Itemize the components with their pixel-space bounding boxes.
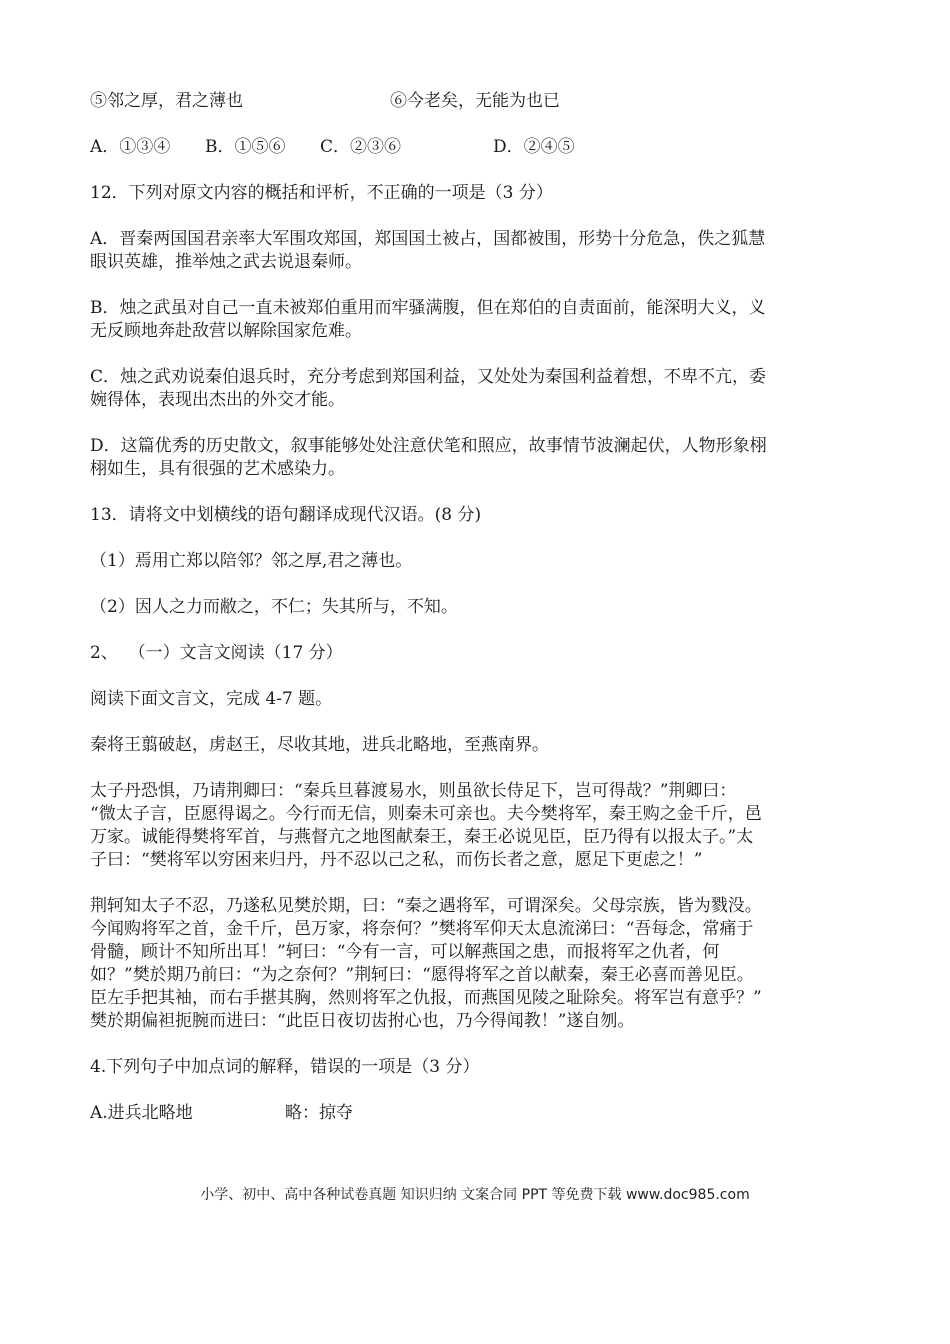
q12-option-b bbox=[90, 297, 880, 343]
passage-p3-line-4: 如？”樊於期乃前曰：“为之奈何？”荆轲曰：“愿得将军之首以献秦，秦王必喜而善见臣。 bbox=[90, 965, 754, 985]
q12-option-a bbox=[90, 228, 880, 274]
q13-item-1: （1）焉用亡郑以陪邻？邻之厚,君之薄也。 bbox=[90, 551, 413, 571]
q11-option-d: D．②④⑤ bbox=[493, 137, 575, 157]
passage-p2-line-1: 太子丹恐惧，乃请荆卿曰：“秦兵旦暮渡易水，则虽欲长侍足下，岂可得哉？”荆卿曰： bbox=[90, 781, 737, 801]
passage-p2-line-2: “微太子言，臣愿得谒之。今行而无信，则秦未可亲也。夫今樊将军，秦王购之金千斤，邑 bbox=[90, 804, 762, 824]
passage-paragraph-3 bbox=[90, 895, 880, 1033]
passage-p3-line-5: 臣左手把其袖，而右手揕其胸，然则将军之仇报，而燕国见陵之耻除矣。将军岂有意乎？” bbox=[90, 988, 762, 1008]
q12-option-d-line-2: 栩如生，具有很强的艺术感染力。 bbox=[90, 459, 345, 479]
document-page bbox=[90, 90, 880, 1125]
page-footer: 小学、初中、高中各种试卷真题 知识归纳 文案合同 PPT 等免费下载 www.doc985.com bbox=[200, 1187, 750, 1203]
q12-stem: 12．下列对原文内容的概括和评析，不正确的一项是（3 分） bbox=[90, 183, 553, 203]
q11-answer-options bbox=[90, 136, 880, 159]
passage-p3-line-6: 樊於期偏袒扼腕而进曰：“此臣日夜切齿拊心也，乃今得闻教！”遂自刎。 bbox=[90, 1011, 635, 1031]
q12-option-a-line-1: A．晋秦两国国君亲率大军围攻郑国，郑国国土被占，国都被围，形势十分危急，佚之狐慧 bbox=[90, 229, 766, 249]
passage-p2-line-4: 子曰：“樊将军以穷困来归丹，丹不忍以己之私，而伤长者之意，愿足下更虑之！” bbox=[90, 850, 703, 870]
passage-p3-line-1: 荆轲知太子不忍，乃遂私见樊於期，曰：“秦之遇将军，可谓深矣。父母宗族，皆为戮没。 bbox=[90, 896, 762, 916]
q12-option-b-line-1: B．烛之武虽对自己一直未被郑伯重用而牢骚满腹，但在郑伯的自责面前，能深明大义，义 bbox=[90, 298, 766, 318]
q4-option-a-gloss: 略：掠夺 bbox=[285, 1103, 353, 1123]
q12-option-d bbox=[90, 435, 880, 481]
q11-option-c: C．②③⑥ bbox=[320, 137, 402, 157]
q11-option-b: B．①⑤⑥ bbox=[205, 137, 286, 157]
passage-p3-line-3: 骨髓，顾计不知所出耳！”轲曰：“今有一言，可以解燕国之患，而报将军之仇者，何 bbox=[90, 942, 720, 962]
passage-p3-line-2: 今闻购将军之首，金千斤，邑万家，将奈何？”樊将军仰天太息流涕曰：“吾每念，常痛于 bbox=[90, 919, 754, 939]
q11-option-a: A．①③④ bbox=[90, 137, 171, 157]
q12-option-d-line-1: D．这篇优秀的历史散文，叙事能够处处注意伏笔和照应，故事情节波澜起伏，人物形象栩 bbox=[90, 436, 767, 456]
q13-item-2: （2）因人之力而敝之，不仁；失其所与，不知。 bbox=[90, 597, 458, 617]
q12-option-c bbox=[90, 366, 880, 412]
option-pair-line bbox=[90, 90, 880, 113]
q4-stem: 4.下列句子中加点词的解释，错误的一项是（3 分） bbox=[90, 1057, 480, 1077]
passage-paragraph-2 bbox=[90, 780, 880, 872]
q12-option-a-line-2: 眼识英雄，推举烛之武去说退秦师。 bbox=[90, 252, 362, 272]
q12-option-c-line-2: 婉得体，表现出杰出的外交才能。 bbox=[90, 390, 345, 410]
option-5: ⑤邻之厚，君之薄也 bbox=[90, 91, 243, 111]
option-6: ⑥今老矣，无能为也已 bbox=[390, 91, 560, 111]
q12-option-c-line-1: C．烛之武劝说秦伯退兵时，充分考虑到郑国利益，又处处为秦国利益着想，不卑不亢，委 bbox=[90, 367, 767, 387]
q13-stem: 13．请将文中划横线的语句翻译成现代汉语。(8 分) bbox=[90, 505, 482, 525]
section-2-title: 2、 （一）文言文阅读（17 分） bbox=[90, 643, 343, 663]
passage-p2-line-3: 万家。诚能得樊将军首，与燕督亢之地图献秦王，秦王必说见臣，臣乃得有以报太子。”太 bbox=[90, 827, 754, 847]
q12-option-b-line-2: 无反顾地奔赴敌营以解除国家危难。 bbox=[90, 321, 362, 341]
q4-option-a-text: A.进兵北略地 bbox=[90, 1103, 193, 1123]
passage-paragraph-1: 秦将王翦破赵，虏赵王，尽收其地，进兵北略地，至燕南界。 bbox=[90, 735, 549, 755]
section-2-instruction: 阅读下面文言文，完成 4-7 题。 bbox=[90, 689, 333, 709]
q4-option-a bbox=[90, 1102, 880, 1125]
